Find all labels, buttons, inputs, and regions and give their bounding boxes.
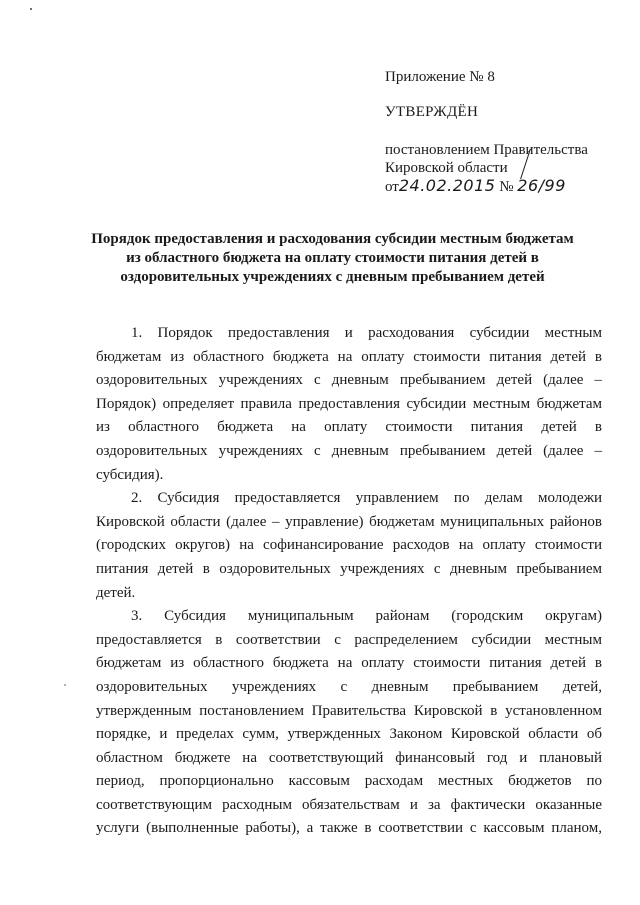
- paragraph-line: областном бюджете на соответствующий финансовый год и плановый: [96, 749, 602, 766]
- paragraph-line: услуги (выполненные работы), а также в соответствии с кассовым планом,: [96, 820, 602, 837]
- paragraph-line: предоставляется в соответствии с распределением субсидии местным: [96, 631, 602, 648]
- document-title: [80, 230, 585, 287]
- paragraph-line: из областного бюджета на оплату стоимости питания детей в: [96, 419, 602, 436]
- paragraph-line: Кировской области (далее – управление) бюджетам муниципальных районов: [96, 513, 602, 530]
- approval-block: [385, 68, 625, 196]
- paragraph-line: оздоровительных учреждениях с дневным пребыванием детей (далее –: [96, 372, 602, 389]
- scan-speck: [30, 8, 32, 10]
- decree-reference: [385, 141, 625, 196]
- paragraph-line: оздоровительных учреждениях с дневным пребыванием детей,: [96, 678, 602, 695]
- document-body: [96, 322, 602, 841]
- paragraph-line: 3. Субсидия муниципальным районам (городским округам): [131, 608, 602, 625]
- decree-line-1: постановлением Правительства: [385, 142, 588, 158]
- decree-number-prefix: №: [499, 179, 514, 195]
- title-line-2: из областного бюджета на оплату стоимости питания детей в: [126, 250, 539, 266]
- paragraph-line: период, пропорционально кассовым расходам местных бюджетов по: [96, 773, 602, 790]
- title-line-1: Порядок предоставления и расходования субсидии местным бюджетам: [91, 231, 574, 247]
- paragraph-line: соответствующим расходным обязательствам и за фактически оказанные: [96, 796, 602, 813]
- paragraph-1: [96, 322, 602, 487]
- title-line-3: оздоровительных учреждениях с дневным пребыванием детей: [120, 269, 545, 285]
- paragraph-line: утвержденным постановлением Правительства Кировской в установленном: [96, 702, 602, 719]
- paragraph-line: питания детей в оздоровительных учреждениях с дневным пребыванием: [96, 560, 602, 577]
- paragraph-2: [96, 487, 602, 605]
- paragraph-3: [96, 605, 602, 841]
- paragraph-line: оздоровительных учреждениях с дневным пребыванием детей (далее –: [96, 442, 602, 459]
- decree-date-handwritten: 24.02.2015: [398, 176, 496, 195]
- paragraph-line: детей.: [96, 584, 136, 601]
- paragraph-line: 2. Субсидия предоставляется управлением по делам молодежи: [131, 490, 602, 507]
- paragraph-line: Порядок) определяет правила предоставления субсидии местным бюджетам: [96, 395, 602, 412]
- paragraph-line: бюджетам из областного бюджета на оплату стоимости питания детей в: [96, 348, 602, 365]
- appendix-label: Приложение № 8: [385, 69, 495, 85]
- paragraph-line: субсидия).: [96, 466, 164, 483]
- scan-speck: [64, 684, 66, 686]
- decree-number-handwritten: 26/99: [517, 176, 566, 195]
- paragraph-line: 1. Порядок предоставления и расходования субсидии местным: [131, 325, 602, 341]
- approved-stamp-text: УТВЕРЖДЁН: [385, 104, 479, 120]
- decree-date-prefix: от: [385, 179, 399, 195]
- paragraph-line: порядке, и пределах сумм, утвержденных Законом Кировской области об: [96, 726, 602, 743]
- decree-line-2: Кировской области: [385, 160, 508, 176]
- paragraph-line: бюджетам из областного бюджета на оплату стоимости питания детей в: [96, 655, 602, 672]
- decree-date-line: [385, 177, 625, 196]
- paragraph-line: (городских округов) на софинансирование расходов на оплату стоимости: [96, 537, 602, 554]
